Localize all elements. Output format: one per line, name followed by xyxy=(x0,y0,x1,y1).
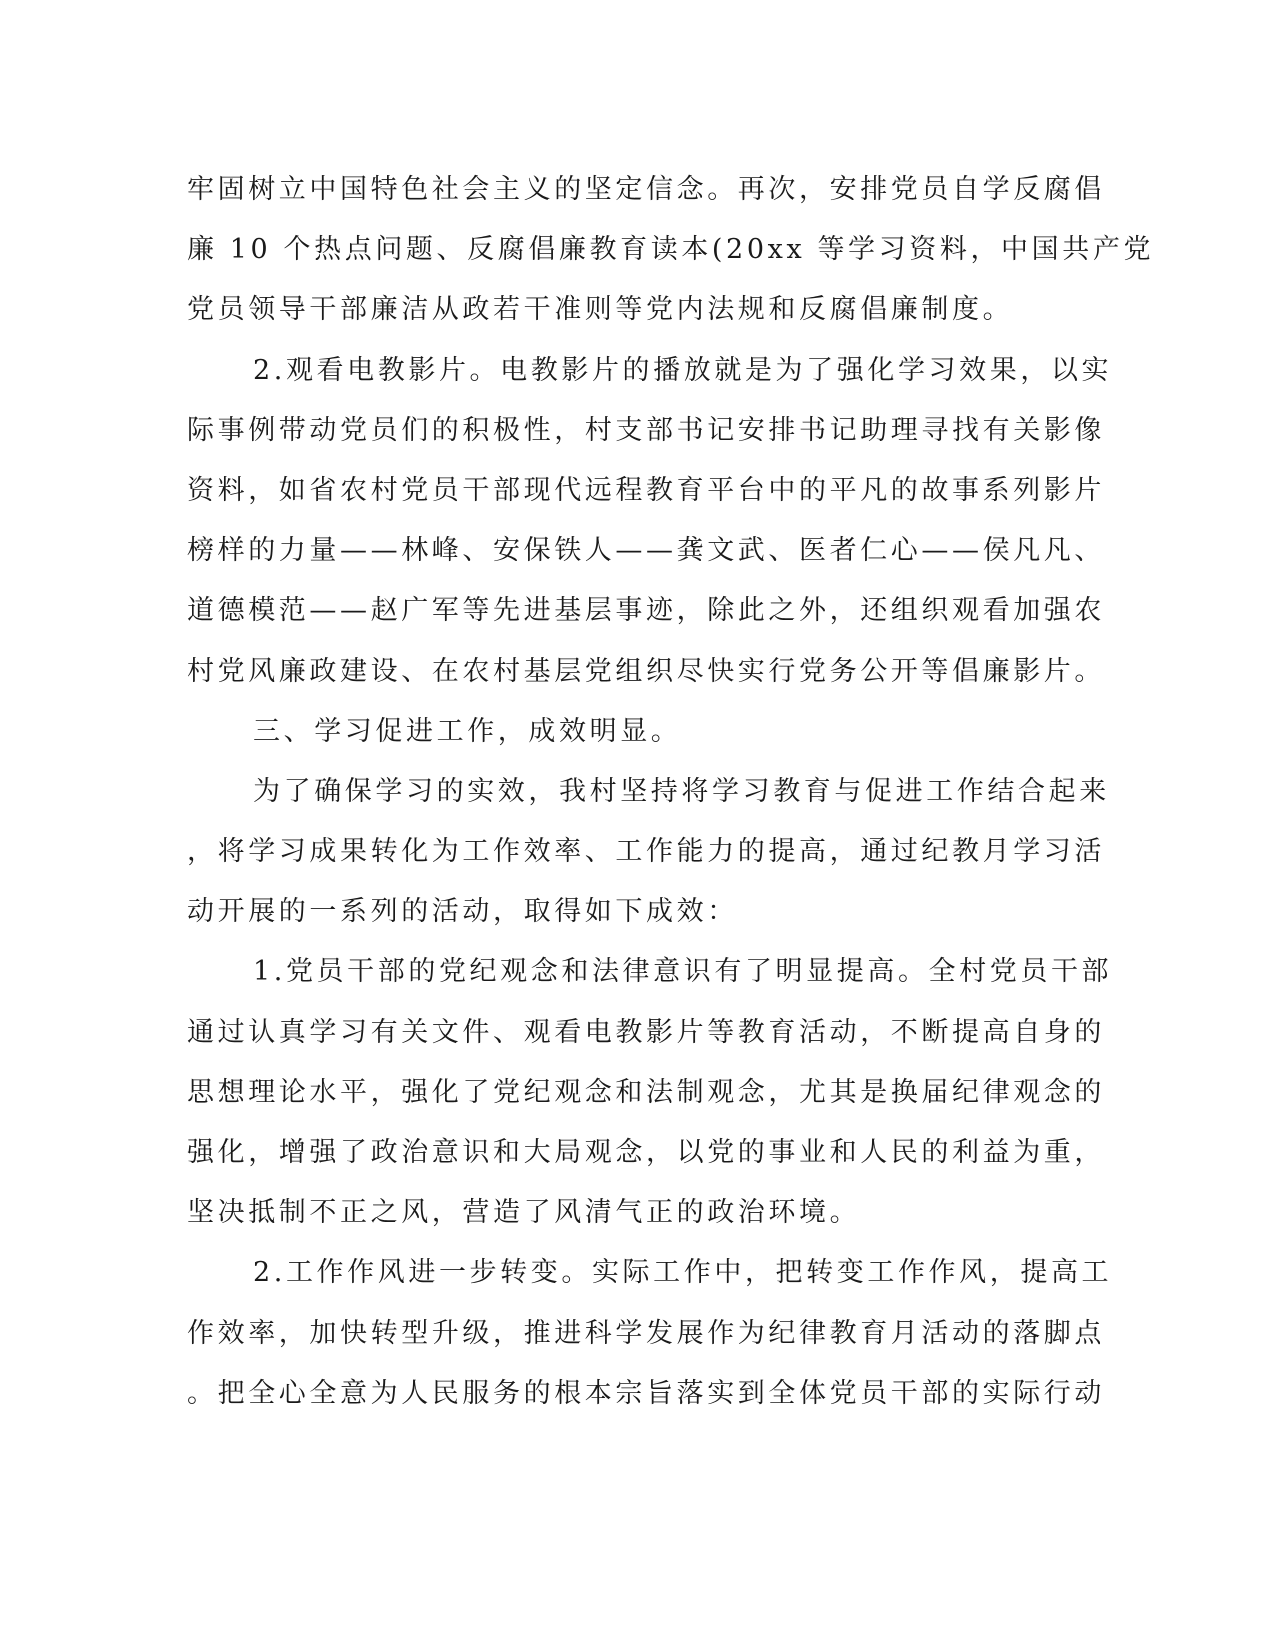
text-line: 榜样的力量——林峰、安保铁人——龚文武、医者仁心——侯凡凡、 xyxy=(187,535,1105,567)
text-line: 思想理论水平，强化了党纪观念和法制观念，尤其是换届纪律观念的 xyxy=(187,1076,1105,1108)
text-line: 。把全心全意为人民服务的根本宗旨落实到全体党员干部的实际行动 xyxy=(187,1377,1105,1409)
text-line: 通过认真学习有关文件、观看电教影片等教育活动，不断提高自身的 xyxy=(187,1016,1105,1048)
text-line: 际事例带动党员们的积极性，村支部书记安排书记助理寻找有关影像 xyxy=(187,414,1105,446)
text-line: 道德模范——赵广军等先进基层事迹，除此之外，还组织观看加强农 xyxy=(187,595,1105,627)
text-line: 作效率，加快转型升级，推进科学发展作为纪律教育月活动的落脚点 xyxy=(187,1317,1105,1349)
text-line: 坚决抵制不正之风，营造了风清气正的政治环境。 xyxy=(187,1197,861,1229)
paragraph-first-line: 2.工作作风进一步转变。实际工作中，把转变工作作风，提高工 xyxy=(253,1257,1113,1289)
text-line: 党员领导干部廉洁从政若干准则等党内法规和反腐倡廉制度。 xyxy=(187,294,1014,326)
text-line: ，将学习成果转化为工作效率、工作能力的提高，通过纪教月学习活 xyxy=(187,836,1105,868)
paragraph-first-line: 为了确保学习的实效，我村坚持将学习教育与促进工作结合起来 xyxy=(253,775,1110,807)
text-line: 村党风廉政建设、在农村基层党组织尽快实行党务公开等倡廉影片。 xyxy=(187,655,1105,687)
section-heading: 三、学习促进工作，成效明显。 xyxy=(253,715,682,747)
text-line: 资料，如省农村党员干部现代远程教育平台中的平凡的故事系列影片 xyxy=(187,474,1105,506)
body-text xyxy=(187,160,1155,1424)
paragraph-first-line: 2.观看电教影片。电教影片的播放就是为了强化学习效果，以实 xyxy=(253,354,1113,386)
text-line: 廉 10 个热点问题、反腐倡廉教育读本(20xx 等学习资料，中国共产党 xyxy=(187,234,1155,266)
text-line: 动开展的一系列的活动，取得如下成效： xyxy=(187,896,738,928)
paragraph-first-line: 1.党员干部的党纪观念和法律意识有了明显提高。全村党员干部 xyxy=(253,956,1113,988)
text-line: 强化，增强了政治意识和大局观念，以党的事业和人民的利益为重， xyxy=(187,1137,1105,1168)
text-line: 牢固树立中国特色社会主义的坚定信念。再次，安排党员自学反腐倡 xyxy=(187,174,1105,205)
